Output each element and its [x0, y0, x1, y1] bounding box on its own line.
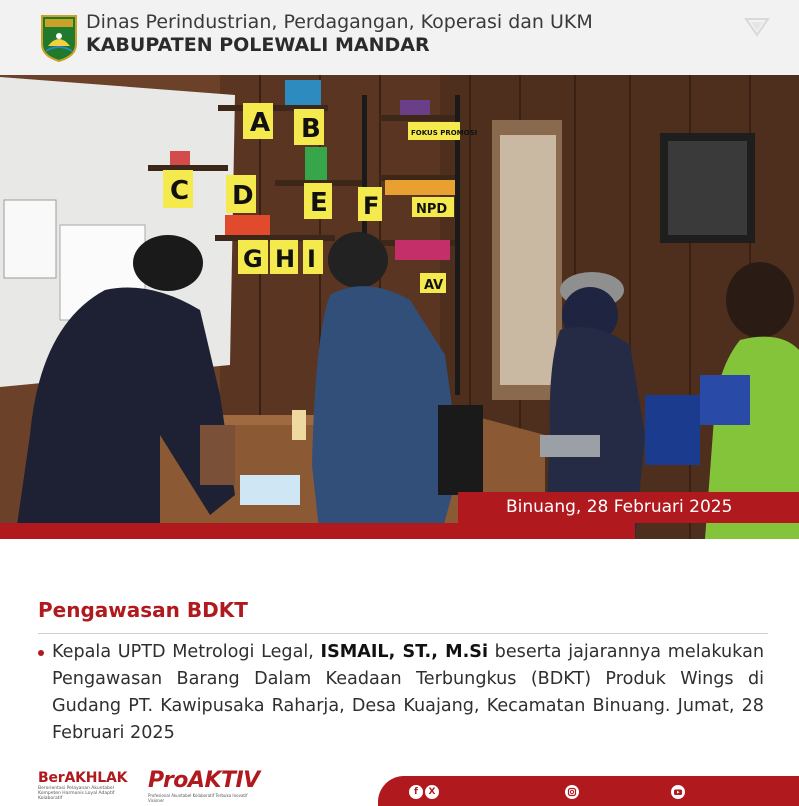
regency-emblem-icon [40, 14, 78, 62]
berakhlak-tagline: Berorientasi Pelayanan Akuntabel Kompeten Harmonis Loyal Adaptif Kolaboratif [38, 786, 115, 801]
berakhlak-logo [38, 770, 128, 801]
red-stripe [0, 523, 635, 539]
article-text-bold: ISMAIL, ST., M.Si [320, 642, 488, 662]
proaktiv-name: ProAKTIV [148, 768, 260, 793]
shelf-label-b: B [301, 114, 321, 144]
proaktiv-logo [148, 768, 260, 803]
shelf-label-d: D [232, 181, 254, 211]
shelf-label-f: F [363, 192, 380, 220]
shelf-label-av: AV [424, 278, 444, 293]
org-name-line2: KABUPATEN POLEWALI MANDAR [86, 34, 430, 56]
shelf-label-e: E [310, 188, 328, 218]
photo-caption: Binuang, 28 Februari 2025 [506, 497, 733, 517]
youtube-icon[interactable] [671, 785, 685, 799]
event-photo [0, 75, 799, 539]
proaktiv-tagline: Profesional Akuntabel Kolaboratif Terbuka Inovatif Visioner [148, 793, 248, 803]
divider [38, 633, 768, 634]
header [0, 0, 799, 75]
article-text-before: Kepala UPTD Metrologi Legal, [52, 642, 321, 662]
org-name-line1: Dinas Perindustrian, Perdagangan, Koperasi dan UKM [86, 11, 593, 33]
shelf-label-npd: NPD [416, 202, 448, 217]
berakhlak-name: BerAKHLAK [38, 770, 128, 786]
shelf-label-i: I [307, 245, 316, 273]
facebook-icon[interactable]: f [409, 785, 423, 799]
article-title: Pengawasan BDKT [38, 598, 248, 622]
shelf-label-a: A [250, 108, 271, 138]
shelf-label-c: C [170, 176, 190, 206]
triangle-down-icon [744, 16, 770, 38]
article-body [52, 639, 764, 747]
x-icon[interactable]: X [425, 785, 439, 799]
instagram-icon[interactable] [565, 785, 579, 799]
article-text-after: beserta jajarannya melakukan Pengawasan Barang Dalam Keadaan Terbungkus (BDKT) Produk Wings di Gudang PT. Kawipusaka Raharja, Desa Kuajang, Kecamatan Binuang. Jumat, 28 Februari 2025 [52, 642, 764, 743]
footer-bar [378, 776, 799, 806]
promo-sign: FOKUS PROMOSI [411, 129, 478, 137]
shelf-label-g: G [243, 245, 263, 273]
shelf-label-h: H [275, 245, 296, 273]
bullet-icon [38, 650, 44, 656]
